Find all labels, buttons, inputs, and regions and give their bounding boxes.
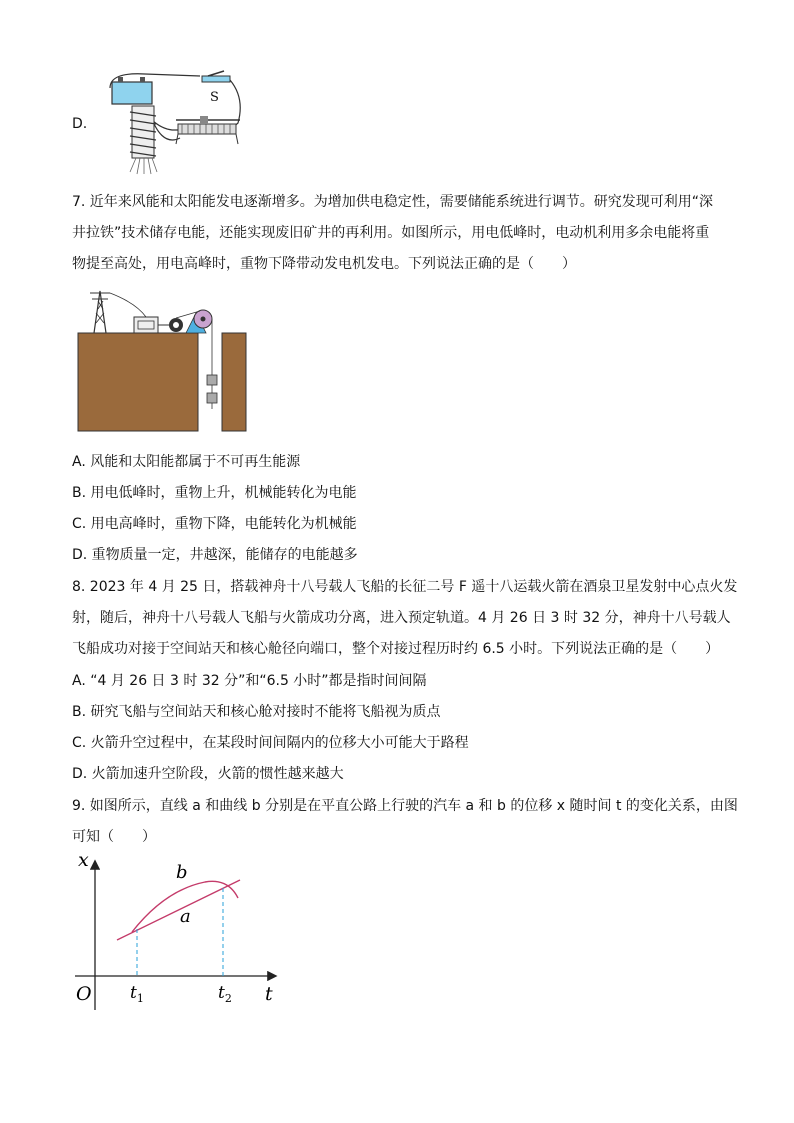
q9-stem-line-2: 可知（ ）: [72, 829, 156, 845]
q8-stem-line-3: 飞船成功对接于空间站天和核心舱径向端口，整个对接过程历时约 6.5 小时。下列说法正确的是（ ）: [72, 641, 720, 657]
q7-option-d[interactable]: D. 重物质量一定，井越深，能储存的电能越多: [72, 547, 358, 563]
q7-option-a[interactable]: A. 风能和太阳能都属于不可再生能源: [72, 454, 301, 470]
x-axis-label: t: [265, 983, 273, 1005]
weight-icon: [207, 375, 217, 385]
q9-stem-line-1: 9. 如图所示，直线 a 和曲线 b 分别是在平直公路上行驶的汽车 a 和 b 的位移 x 随时间 t 的变化关系，由图: [72, 798, 738, 814]
q8-option-a[interactable]: A. “4 月 26 日 3 时 32 分”和“6.5 小时”都是指时间间隔: [72, 673, 427, 689]
q7-option-b[interactable]: B. 用电低峰时，重物上升，机械能转化为电能: [72, 485, 357, 501]
q6-option-d-label[interactable]: D.: [72, 116, 88, 132]
y-axis-label: x: [78, 850, 89, 871]
t1-label: $t_1$: [130, 983, 144, 1005]
t2-label: $t_2$: [218, 983, 232, 1005]
q7-deep-well-figure: [76, 283, 248, 433]
q7-option-c[interactable]: C. 用电高峰时，重物下降，电能转化为机械能: [72, 516, 357, 532]
q8-option-c[interactable]: C. 火箭升空过程中，在某段时间间隔内的位移大小可能大于路程: [72, 735, 469, 751]
curve-b-label: b: [176, 862, 188, 883]
rheostat-icon: [176, 116, 240, 144]
line-a: [117, 880, 240, 940]
electromagnet-icon: [130, 106, 157, 174]
battery-icon: [112, 82, 152, 104]
q8-stem-line-1: 8. 2023 年 4 月 25 日，搭载神舟十八号载人飞船的长征二号 F 遥十八运载火箭在酒泉卫星发射中心点火发: [72, 579, 738, 595]
q7-stem-line-3: 物提至高处，用电高峰时，重物下降带动发电机发电。下列说法正确的是（ ）: [72, 256, 576, 272]
q7-stem-line-1: 7. 近年来风能和太阳能发电逐渐增多。为增加供电稳定性，需要储能系统进行调节。研究发现可利用“深: [72, 194, 714, 210]
weight-icon: [207, 393, 217, 403]
q8-stem-line-2: 射，随后，神舟十八号载人飞船与火箭成功分离，进入预定轨道。4 月 26 日 3 时 32 分，神舟十八号载人: [72, 610, 731, 626]
q8-option-b[interactable]: B. 研究飞船与空间站天和核心舱对接时不能将飞船视为质点: [72, 704, 441, 720]
switch-label: S: [210, 90, 219, 105]
switch-icon: [202, 71, 230, 82]
q7-stem-line-2: 井拉铁”技术储存电能，还能实现废旧矿井的再利用。如图所示，用电低峰时，电动机利用多余电能将重: [72, 225, 710, 241]
line-a-label: a: [180, 906, 191, 927]
motor-generator-icon: [134, 317, 183, 333]
q8-option-d[interactable]: D. 火箭加速升空阶段，火箭的惯性越来越大: [72, 766, 344, 782]
q6-option-d-circuit-figure: [100, 68, 250, 178]
q9-position-time-graph: [70, 850, 285, 1015]
origin-label: O: [76, 983, 92, 1005]
